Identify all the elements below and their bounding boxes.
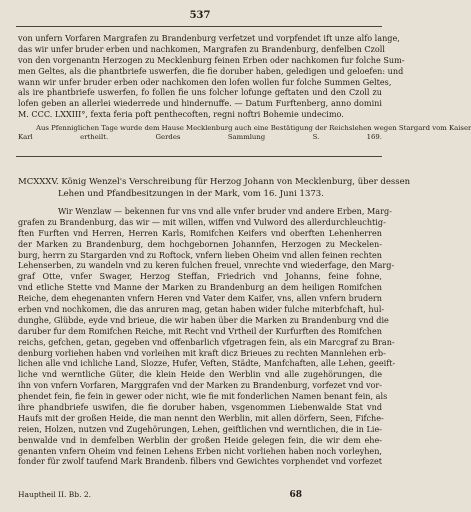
text-line: reien, Holzen, nutzen vnd Zugehörungen, Lehen, geiftlichen vnd werntlichen, die in Lie- — [18, 423, 382, 434]
text-line: von den vorgenantn Herzogen zu Mecklenburg feinen Erben oder nachkomen fur folche Sum- — [18, 54, 405, 65]
text-line: Lehenserben, zu wandeln vnd zu keren fulchen freuel, vnrechte vnd wiederfage, den Marg- — [18, 260, 395, 271]
text-line: Reiche, dem ehegenanten vnfern Heren vnd Vater dem Kaifer, vns, allen vnfern brudern — [18, 293, 382, 304]
text-line: der Marken zu Brandenburg, dem hochgebornen Johannfen, Herzogen zu Meckelen- — [18, 238, 382, 249]
text-line: lichen alle vnd ichliche Land, Slozze, Hufer, Veften, Städte, Manfchaften, alle Lehen, geeift- — [18, 358, 396, 369]
text-line: Haufs mit der großen Heide, die man nennt den Werblin, mit allen dörfern, Seen, Fifche- — [18, 412, 384, 423]
text-line: als ire phantbriefe uswerfen, fo follen fie uns folcher lofunge geftaten und den Czoll zu — [18, 87, 382, 98]
text-line: daruber fur dem Romifchen Reiche, mit Recht vnd Vrtheil der Kurfurften des Romifchen — [18, 325, 382, 336]
text-line: das wir unfer bruder erben und nachkomen, Margrafen zu Brandenburg, denfelben Czoll — [18, 43, 385, 54]
text-line: liche vnd werntliche Güter, die klein Heide den Werblin vnd alle zugehörungen, die — [18, 369, 382, 380]
text-line: lofen geben an allerlei wiederrede und hindernuffe. — Datum Furftenberg, anno domini — [18, 98, 382, 109]
text-line: men Geltes, als die phantbriefe uswerfen, die fie doruber haben, geledigen und geloefen: und — [18, 65, 404, 76]
header-rule — [16, 26, 382, 27]
text-line: burg, herrn zu Stargarden vnd zu Roftock, vnfern lieben Oheim vnd allen feinen rechten — [18, 249, 382, 260]
text-line: M. CCC. LXXIII°, fexta feria poft penthecoften, regni noftri Bohemie undecimo. — [18, 109, 344, 120]
footnote — [18, 124, 471, 142]
text-line: ihre phandbriefe uswifen, die fie doruber haben, vsgenommen Liebenwalde Stat vnd — [18, 402, 382, 413]
page-number: 537 — [189, 10, 211, 21]
text-line: graf Otte, vnfer Swager, Herzog Steffan, Friedrich vnd Johanns, feine fohne, — [18, 271, 382, 282]
text-line: erben vnd nochkomen, die das anruren mag, getan haben wider fulche miterbfchaft, hul- — [18, 304, 385, 315]
folio-number: 68 — [289, 490, 302, 500]
page-footer — [18, 490, 382, 500]
note-line: Aus Pfenniglichen Tage wurde dem Hause Mecklenburg auch eine Bestätigung der Reichslehen wegen Stargard vom Kaiser — [36, 124, 471, 132]
section-rule — [16, 156, 382, 157]
title-line: MCXXXV. König Wenzel's Verschreibung für Herzog Johann von Mecklenburg, über dessen — [18, 177, 411, 187]
text-line: vnd etliche Stette vnd Manne der Marken zu Brandenburg an dem heiligen Romifchen — [18, 282, 382, 293]
section-title — [18, 177, 411, 201]
text-line: benwalde vnd in demfelben Werblin der großen Heide gelegen fein, die wir dem ehe- — [18, 434, 382, 445]
top-paragraph — [18, 33, 405, 120]
text-line: ihn von vnfern Vorfaren, Marggrafen vnd der Marken zu Brandenburg, vorfezet vnd vor- — [18, 380, 382, 391]
text-line: grafen zu Brandenburg, das wir — mit willen, wiffen vnd Vulword des allerdurchleuchtig- — [18, 216, 386, 227]
text-line: fonder für zwolf taufend Mark Brandenb. filbers vnd Gewichtes vorphendet vnd vorfezet — [18, 456, 383, 467]
text-line: wann wir unfer bruder erben oder nachkomen den lofen wollen fur folche Summen Geltes, — [18, 76, 392, 87]
text-line: dunghe, Glübde, eyde vnd brieue, die wir haben über die Marken zu Brandenburg vnd die — [18, 314, 389, 325]
text-line: genanten vnfern Oheim vnd feinen Lehens Erben nicht vorliehen haben noch vorleyhen, — [18, 445, 382, 456]
body-paragraph — [18, 206, 396, 467]
note-line: Karl ertheilt. Gerdes Sammlung S. 169. — [18, 133, 382, 142]
text-line: denburg vorliehen haben vnd vorleihen mit kraft dicz Brieues zu rechten Mannlehen erb- — [18, 347, 386, 358]
text-line: ften Furften vnd Herren, Herren Karls, Romifchen Keifers vnd oberften Lehenherren — [18, 227, 382, 238]
text-line: von unfern Vorfaren Margrafen zu Brandenburg verfetzet und vorpfendet ift unze alfo lange, — [18, 33, 400, 43]
text-line: reichs, gefchen, getan, gegeben vnd offenbarlich vfgetragen fein, als ein Marcgraf zu Bran- — [18, 336, 395, 347]
text-line: phendet fein, fie fein in gewer oder nicht, wie fie mit fonderlichen Namen benant fein, als — [18, 391, 388, 402]
signature-mark: Hauptheil II. Bb. 2. — [18, 490, 92, 499]
text-line: Wir Wenzlaw — bekennen fur vns vnd alle vnfer bruder vnd andere Erben, Marg- — [58, 206, 392, 216]
title-line: Lehen und Pfandbesitzungen in der Mark, vom 16. Juni 1373. — [58, 188, 324, 199]
